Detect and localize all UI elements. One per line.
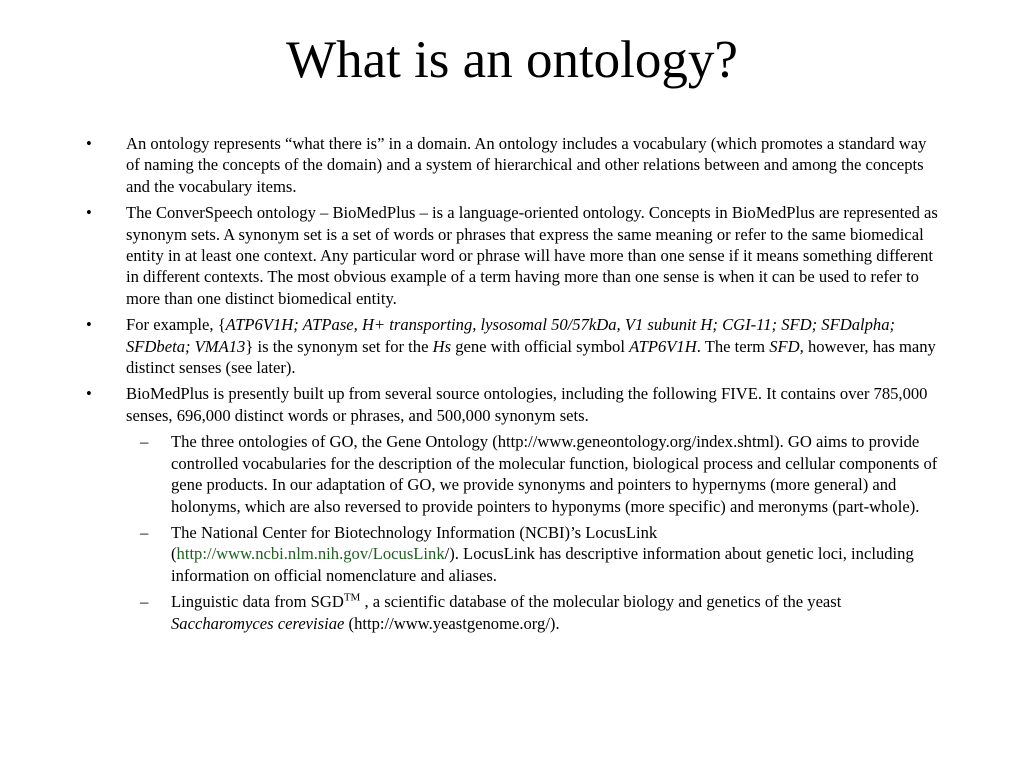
trademark-superscript: TM [343, 591, 361, 604]
sub-bullet-ncbi [86, 522, 941, 586]
species-italic: Hs [432, 336, 452, 356]
sub-bullet-text [171, 523, 914, 585]
text-fragment: however, has many distinct senses (see later). [126, 336, 936, 378]
bullet-converspeech [86, 202, 941, 309]
text-fragment: Linguistic data from SGD [171, 592, 344, 612]
text-fragment: (http://www.yeastgenome.org/). [344, 613, 560, 633]
gene-symbol-italic: ATP6V1H [629, 336, 697, 356]
text-fragment: } is the synonym set for the [245, 336, 433, 356]
text-fragment: , a scientific database of the molecular biology and genetics of the yeast [360, 592, 842, 612]
bullet-text: The ConverSpeech ontology – BioMedPlus – is a language-oriented ontology. Concepts in BioMedPlus are represented as synonym sets. A synonym set is a set of words or phrases that express the same meaning or refer to the same biomedical entity in at least one context. Any particular word or phrase will have more than one sense if it means something different in different contexts. The most obvious example of a term having more than one sense is when it can be used to refer to more than one distinct biomedical entity. [126, 203, 938, 308]
bullet-text [126, 315, 936, 377]
sub-bullet-text [171, 592, 841, 632]
synonym-set-italic: ATP6V1H; ATPase, H+ transporting, lysosomal 50/57kDa, V1 subunit H; CGI-11; SFD; SFDalpha; SFDbeta; VMA13 [126, 315, 896, 356]
slide-title: What is an ontology? [286, 31, 738, 89]
sub-bullet-go [86, 431, 941, 517]
slide-body [86, 133, 941, 639]
bullet-ontology-definition [86, 133, 941, 197]
text-fragment: The National Center for Biotechnology Information (NCBI)’s LocusLink ( [171, 522, 658, 564]
bullet-marker: • [86, 315, 92, 335]
text-fragment: . The term [696, 336, 770, 356]
bullet-example [86, 314, 941, 378]
sub-bullet-marker: – [140, 432, 149, 452]
locuslink-link[interactable]: http://www.ncbi.nlm.nih.gov/LocusLink [176, 544, 445, 564]
text-fragment: For example, { [126, 315, 226, 335]
sub-bullet-text: The three ontologies of GO, the Gene Ontology (http://www.geneontology.org/index.shtml). GO aims to provide controlled vocabularies for the description of the molecular function, biological process and cellular components of gene products. In our adaptation of GO, we provide synonyms and pointers to hypernyms (more general) and holonyms, which are also reversed to provide pointers to hyponyms (more specific) and meronyms (part-whole). [171, 432, 938, 516]
bullet-text: BioMedPlus is presently built up from several source ontologies, including the following FIVE. It contains over 785,000 senses, 696,000 distinct words or phrases, and 500,000 synonym sets. [126, 384, 928, 425]
bullet-marker: • [86, 203, 92, 223]
species-name-italic: Saccharomyces cerevisiae [171, 613, 345, 633]
bullet-biomedplus-sources [86, 383, 941, 426]
term-italic: SFD, [769, 336, 804, 356]
sub-bullet-sgd [86, 591, 941, 634]
sub-bullet-marker: – [140, 592, 149, 612]
bullet-marker: • [86, 384, 92, 404]
text-fragment: /). LocusLink has descriptive information about genetic loci, including information on official nomenclature and aliases. [171, 544, 914, 585]
bullet-marker: • [86, 134, 92, 153]
bullet-text: An ontology represents “what there is” in a domain. An ontology includes a vocabulary (which promotes a standard way of naming the concepts of the domain) and a system of hierarchical and other relations between and among the concepts and the vocabulary items. [126, 134, 927, 196]
sub-bullet-marker: – [140, 522, 149, 542]
text-fragment: gene with official symbol [451, 336, 630, 356]
